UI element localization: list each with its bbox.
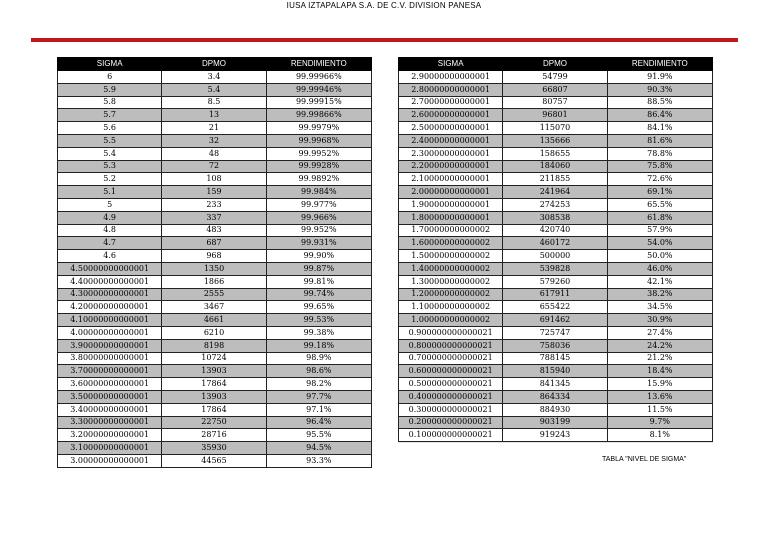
- dpmo-cell: 10724: [162, 352, 266, 365]
- table-row: [399, 365, 713, 378]
- rendimiento-cell: 99.977%: [266, 198, 371, 211]
- header-dpmo: DPMO: [503, 58, 607, 71]
- dpmo-cell: 184060: [503, 160, 607, 173]
- table-header-row: [399, 58, 713, 71]
- table-row: [399, 83, 713, 96]
- sigma-cell: 5.2: [58, 173, 162, 186]
- rendimiento-cell: 65.5%: [607, 198, 712, 211]
- rendimiento-cell: 50.0%: [607, 250, 712, 263]
- rendimiento-cell: 27.4%: [607, 326, 712, 339]
- rendimiento-cell: 95.5%: [266, 429, 371, 442]
- dpmo-cell: 96801: [503, 109, 607, 122]
- sigma-cell: 3.60000000000001: [58, 378, 162, 391]
- table-row: [58, 71, 372, 84]
- sigma-cell: 1.70000000000002: [399, 224, 503, 237]
- dpmo-cell: 884930: [503, 403, 607, 416]
- rendimiento-cell: 98.9%: [266, 352, 371, 365]
- sigma-cell: 2.50000000000001: [399, 122, 503, 135]
- sigma-cell: 0.400000000000021: [399, 390, 503, 403]
- sigma-cell: 0.100000000000021: [399, 429, 503, 442]
- table-row: [58, 339, 372, 352]
- header-divider: [31, 38, 738, 42]
- rendimiento-cell: 72.6%: [607, 173, 712, 186]
- rendimiento-cell: 90.3%: [607, 83, 712, 96]
- sigma-cell: 6: [58, 71, 162, 84]
- table-row: [399, 378, 713, 391]
- dpmo-cell: 579260: [503, 275, 607, 288]
- table-row: [399, 275, 713, 288]
- dpmo-cell: 655422: [503, 301, 607, 314]
- dpmo-cell: 274253: [503, 198, 607, 211]
- dpmo-cell: 108: [162, 173, 266, 186]
- dpmo-cell: 158655: [503, 147, 607, 160]
- rendimiento-cell: 99.9968%: [266, 134, 371, 147]
- dpmo-cell: 35930: [162, 442, 266, 455]
- sigma-cell: 2.60000000000001: [399, 109, 503, 122]
- table-row: [58, 288, 372, 301]
- table-row: [399, 403, 713, 416]
- table-row: [399, 250, 713, 263]
- dpmo-cell: 2555: [162, 288, 266, 301]
- dpmo-cell: 841345: [503, 378, 607, 391]
- table-row: [58, 403, 372, 416]
- rendimiento-cell: 99.38%: [266, 326, 371, 339]
- sigma-cell: 0.800000000000021: [399, 339, 503, 352]
- table-row: [399, 134, 713, 147]
- table-row: [399, 224, 713, 237]
- table-row: [399, 71, 713, 84]
- sigma-cell: 1.90000000000001: [399, 198, 503, 211]
- table-row: [58, 83, 372, 96]
- sigma-cell: 1.00000000000002: [399, 314, 503, 327]
- rendimiento-cell: 34.5%: [607, 301, 712, 314]
- rendimiento-cell: 99.931%: [266, 237, 371, 250]
- sigma-cell: 3.30000000000001: [58, 416, 162, 429]
- rendimiento-cell: 78.8%: [607, 147, 712, 160]
- table-row: [58, 237, 372, 250]
- dpmo-cell: 337: [162, 211, 266, 224]
- table-row: [58, 378, 372, 391]
- rendimiento-cell: 98.6%: [266, 365, 371, 378]
- sigma-cell: 5.7: [58, 109, 162, 122]
- sigma-cell: 5.5: [58, 134, 162, 147]
- dpmo-cell: 460172: [503, 237, 607, 250]
- table-row: [399, 186, 713, 199]
- table-row: [58, 211, 372, 224]
- dpmo-cell: 919243: [503, 429, 607, 442]
- dpmo-cell: 115070: [503, 122, 607, 135]
- sigma-cell: 2.70000000000001: [399, 96, 503, 109]
- sigma-cell: 4.30000000000001: [58, 288, 162, 301]
- rendimiento-cell: 99.952%: [266, 224, 371, 237]
- table-caption: TABLA "NIVEL DE SIGMA": [602, 456, 687, 463]
- table-row: [58, 326, 372, 339]
- sigma-cell: 1.80000000000001: [399, 211, 503, 224]
- sigma-cell: 2.90000000000001: [399, 71, 503, 84]
- rendimiento-cell: 99.87%: [266, 262, 371, 275]
- rendimiento-cell: 11.5%: [607, 403, 712, 416]
- rendimiento-cell: 57.9%: [607, 224, 712, 237]
- table-row: [399, 160, 713, 173]
- dpmo-cell: 5.4: [162, 83, 266, 96]
- rendimiento-cell: 99.74%: [266, 288, 371, 301]
- dpmo-cell: 8.5: [162, 96, 266, 109]
- sigma-cell: 2.40000000000001: [399, 134, 503, 147]
- dpmo-cell: 4661: [162, 314, 266, 327]
- sigma-cell: 3.10000000000001: [58, 442, 162, 455]
- dpmo-cell: 3467: [162, 301, 266, 314]
- dpmo-cell: 54799: [503, 71, 607, 84]
- table-row: [399, 237, 713, 250]
- table-row: [58, 352, 372, 365]
- sigma-cell: 5.6: [58, 122, 162, 135]
- rendimiento-cell: 99.65%: [266, 301, 371, 314]
- sigma-cell: 5.8: [58, 96, 162, 109]
- dpmo-cell: 21: [162, 122, 266, 135]
- dpmo-cell: 13903: [162, 390, 266, 403]
- table-row: [399, 211, 713, 224]
- sigma-cell: 5: [58, 198, 162, 211]
- sigma-cell: 4.40000000000001: [58, 275, 162, 288]
- table-row: [58, 275, 372, 288]
- sigma-cell: 3.00000000000001: [58, 454, 162, 467]
- table-row: [58, 147, 372, 160]
- table-row: [58, 173, 372, 186]
- sigma-cell: 2.80000000000001: [399, 83, 503, 96]
- rendimiento-cell: 99.53%: [266, 314, 371, 327]
- sigma-cell: 2.20000000000001: [399, 160, 503, 173]
- rendimiento-cell: 99.18%: [266, 339, 371, 352]
- dpmo-cell: 864334: [503, 390, 607, 403]
- table-row: [58, 314, 372, 327]
- sigma-cell: 1.60000000000002: [399, 237, 503, 250]
- rendimiento-cell: 69.1%: [607, 186, 712, 199]
- rendimiento-cell: 97.1%: [266, 403, 371, 416]
- sigma-cell: 4.9: [58, 211, 162, 224]
- table-row: [399, 288, 713, 301]
- dpmo-cell: 135666: [503, 134, 607, 147]
- table-row: [58, 160, 372, 173]
- dpmo-cell: 80757: [503, 96, 607, 109]
- rendimiento-cell: 99.9928%: [266, 160, 371, 173]
- sigma-cell: 4.20000000000001: [58, 301, 162, 314]
- sigma-cell: 1.10000000000002: [399, 301, 503, 314]
- dpmo-cell: 500000: [503, 250, 607, 263]
- sigma-table-right: [398, 57, 713, 442]
- sigma-cell: 4.6: [58, 250, 162, 263]
- table-row: [399, 301, 713, 314]
- dpmo-cell: 691462: [503, 314, 607, 327]
- rendimiento-cell: 98.2%: [266, 378, 371, 391]
- table-row: [58, 301, 372, 314]
- dpmo-cell: 233: [162, 198, 266, 211]
- dpmo-cell: 1350: [162, 262, 266, 275]
- rendimiento-cell: 88.5%: [607, 96, 712, 109]
- rendimiento-cell: 38.2%: [607, 288, 712, 301]
- sigma-table-left: [57, 57, 372, 468]
- rendimiento-cell: 99.99946%: [266, 83, 371, 96]
- document-header: IUSA IZTAPALAPA S.A. DE C.V. DIVISION PANESA: [286, 1, 482, 10]
- dpmo-cell: 903199: [503, 416, 607, 429]
- dpmo-cell: 159: [162, 186, 266, 199]
- dpmo-cell: 308538: [503, 211, 607, 224]
- dpmo-cell: 66807: [503, 83, 607, 96]
- dpmo-cell: 48: [162, 147, 266, 160]
- rendimiento-cell: 99.9892%: [266, 173, 371, 186]
- sigma-cell: 3.40000000000001: [58, 403, 162, 416]
- rendimiento-cell: 93.3%: [266, 454, 371, 467]
- sigma-cell: 4.50000000000001: [58, 262, 162, 275]
- sigma-cell: 4.8: [58, 224, 162, 237]
- sigma-cell: 1.30000000000002: [399, 275, 503, 288]
- header-dpmo: DPMO: [162, 58, 266, 71]
- sigma-cell: 0.700000000000021: [399, 352, 503, 365]
- rendimiento-cell: 18.4%: [607, 365, 712, 378]
- table-row: [399, 339, 713, 352]
- dpmo-cell: 725747: [503, 326, 607, 339]
- rendimiento-cell: 13.6%: [607, 390, 712, 403]
- sigma-cell: 4.7: [58, 237, 162, 250]
- dpmo-cell: 17864: [162, 378, 266, 391]
- table-row: [399, 352, 713, 365]
- table-row: [58, 122, 372, 135]
- dpmo-cell: 1866: [162, 275, 266, 288]
- header-sigma: SIGMA: [58, 58, 162, 71]
- rendimiento-cell: 99.9952%: [266, 147, 371, 160]
- dpmo-cell: 241964: [503, 186, 607, 199]
- dpmo-cell: 617911: [503, 288, 607, 301]
- sigma-cell: 3.80000000000001: [58, 352, 162, 365]
- table-row: [399, 429, 713, 442]
- rendimiento-cell: 99.99966%: [266, 71, 371, 84]
- dpmo-cell: 22750: [162, 416, 266, 429]
- rendimiento-cell: 99.81%: [266, 275, 371, 288]
- sigma-cell: 0.600000000000021: [399, 365, 503, 378]
- table-row: [399, 96, 713, 109]
- table-row: [58, 134, 372, 147]
- sigma-cell: 4.00000000000001: [58, 326, 162, 339]
- sigma-cell: 5.1: [58, 186, 162, 199]
- table-row: [399, 122, 713, 135]
- table-row: [58, 454, 372, 467]
- sigma-cell: 0.300000000000021: [399, 403, 503, 416]
- table-row: [58, 390, 372, 403]
- rendimiento-cell: 99.90%: [266, 250, 371, 263]
- rendimiento-cell: 84.1%: [607, 122, 712, 135]
- rendimiento-cell: 96.4%: [266, 416, 371, 429]
- table-row: [58, 262, 372, 275]
- rendimiento-cell: 99.966%: [266, 211, 371, 224]
- dpmo-cell: 687: [162, 237, 266, 250]
- header-rendimiento: RENDIMIENTO: [607, 58, 712, 71]
- sigma-cell: 1.40000000000002: [399, 262, 503, 275]
- sigma-cell: 1.20000000000002: [399, 288, 503, 301]
- sigma-cell: 2.30000000000001: [399, 147, 503, 160]
- sigma-cell: 1.50000000000002: [399, 250, 503, 263]
- table-row: [58, 96, 372, 109]
- table-row: [58, 442, 372, 455]
- table-row: [58, 224, 372, 237]
- sigma-cell: 4.10000000000001: [58, 314, 162, 327]
- dpmo-cell: 72: [162, 160, 266, 173]
- rendimiento-cell: 75.8%: [607, 160, 712, 173]
- dpmo-cell: 211855: [503, 173, 607, 186]
- sigma-cell: 0.900000000000021: [399, 326, 503, 339]
- sigma-cell: 0.500000000000021: [399, 378, 503, 391]
- sigma-cell: 3.90000000000001: [58, 339, 162, 352]
- dpmo-cell: 815940: [503, 365, 607, 378]
- dpmo-cell: 483: [162, 224, 266, 237]
- table-row: [58, 429, 372, 442]
- header-rendimiento: RENDIMIENTO: [266, 58, 371, 71]
- dpmo-cell: 788145: [503, 352, 607, 365]
- sigma-cell: 3.20000000000001: [58, 429, 162, 442]
- dpmo-cell: 3.4: [162, 71, 266, 84]
- rendimiento-cell: 97.7%: [266, 390, 371, 403]
- rendimiento-cell: 86.4%: [607, 109, 712, 122]
- sigma-cell: 3.70000000000001: [58, 365, 162, 378]
- dpmo-cell: 8198: [162, 339, 266, 352]
- dpmo-cell: 539828: [503, 262, 607, 275]
- dpmo-cell: 758036: [503, 339, 607, 352]
- table-row: [58, 365, 372, 378]
- table-row: [58, 186, 372, 199]
- table-row: [399, 198, 713, 211]
- table-row: [58, 109, 372, 122]
- rendimiento-cell: 24.2%: [607, 339, 712, 352]
- rendimiento-cell: 99.9979%: [266, 122, 371, 135]
- sigma-cell: 2.00000000000001: [399, 186, 503, 199]
- dpmo-cell: 6210: [162, 326, 266, 339]
- table-row: [399, 147, 713, 160]
- rendimiento-cell: 42.1%: [607, 275, 712, 288]
- sigma-cell: 0.200000000000021: [399, 416, 503, 429]
- dpmo-cell: 17864: [162, 403, 266, 416]
- table-row: [399, 416, 713, 429]
- rendimiento-cell: 21.2%: [607, 352, 712, 365]
- rendimiento-cell: 30.9%: [607, 314, 712, 327]
- rendimiento-cell: 54.0%: [607, 237, 712, 250]
- dpmo-cell: 420740: [503, 224, 607, 237]
- dpmo-cell: 13903: [162, 365, 266, 378]
- dpmo-cell: 44565: [162, 454, 266, 467]
- sigma-cell: 2.10000000000001: [399, 173, 503, 186]
- dpmo-cell: 32: [162, 134, 266, 147]
- rendimiento-cell: 81.6%: [607, 134, 712, 147]
- rendimiento-cell: 46.0%: [607, 262, 712, 275]
- rendimiento-cell: 91.9%: [607, 71, 712, 84]
- rendimiento-cell: 9.7%: [607, 416, 712, 429]
- table-row: [58, 416, 372, 429]
- sigma-cell: 5.9: [58, 83, 162, 96]
- header-sigma: SIGMA: [399, 58, 503, 71]
- table-row: [58, 250, 372, 263]
- table-header-row: [58, 58, 372, 71]
- rendimiento-cell: 8.1%: [607, 429, 712, 442]
- table-row: [399, 326, 713, 339]
- table-row: [399, 314, 713, 327]
- table-row: [58, 198, 372, 211]
- sigma-cell: 3.50000000000001: [58, 390, 162, 403]
- rendimiento-cell: 99.99866%: [266, 109, 371, 122]
- rendimiento-cell: 94.5%: [266, 442, 371, 455]
- dpmo-cell: 968: [162, 250, 266, 263]
- sigma-cell: 5.3: [58, 160, 162, 173]
- dpmo-cell: 13: [162, 109, 266, 122]
- rendimiento-cell: 15.9%: [607, 378, 712, 391]
- rendimiento-cell: 61.8%: [607, 211, 712, 224]
- sigma-cell: 5.4: [58, 147, 162, 160]
- table-row: [399, 173, 713, 186]
- rendimiento-cell: 99.984%: [266, 186, 371, 199]
- table-row: [399, 109, 713, 122]
- dpmo-cell: 28716: [162, 429, 266, 442]
- table-row: [399, 390, 713, 403]
- rendimiento-cell: 99.99915%: [266, 96, 371, 109]
- table-row: [399, 262, 713, 275]
